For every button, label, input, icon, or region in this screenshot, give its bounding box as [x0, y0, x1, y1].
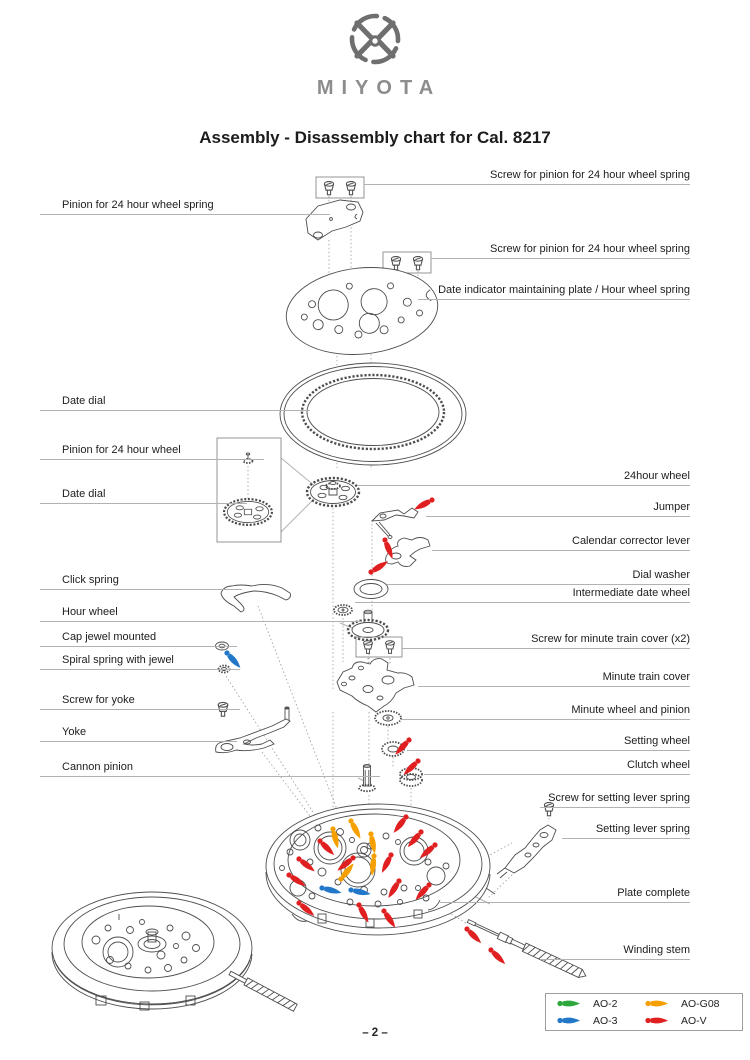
- oil-arrow-ao-v: [402, 757, 422, 777]
- part-calendar-corrector-lever: [386, 538, 430, 567]
- part-screw-setting-lever-spring: [544, 803, 553, 816]
- part-24hour-wheel: [307, 478, 359, 506]
- part-label: Screw for pinion for 24 hour wheel spring: [431, 243, 690, 259]
- part-label: Click spring: [40, 574, 242, 590]
- part-label: Plate complete: [440, 887, 690, 903]
- oil-arrow-ao-v: [487, 946, 507, 966]
- oil-arrow-ao-v: [413, 496, 436, 512]
- legend-label: AO-V: [681, 1014, 707, 1027]
- oil-legend: [545, 993, 743, 1031]
- part-label: Screw for yoke: [40, 694, 240, 710]
- legend-label: AO-3: [593, 1014, 618, 1027]
- part-label: Screw for pinion for 24 hour wheel spring: [364, 169, 690, 185]
- part-jumper: [372, 508, 418, 539]
- part-label: Minute wheel and pinion: [402, 704, 690, 720]
- part-cannon-pinion: [359, 764, 375, 791]
- legend-item-ao-v: [644, 1015, 732, 1027]
- part-label: Screw for setting lever spring: [540, 792, 690, 808]
- oil-arrow-icon: [556, 1015, 586, 1026]
- part-date-dial-ring: [280, 363, 466, 465]
- part-label: Intermediate date wheel: [355, 587, 690, 603]
- part-label: Jumper: [426, 501, 690, 517]
- page-title: Assembly - Disassembly chart for Cal. 8217: [199, 128, 551, 147]
- legend-label: AO-G08: [681, 997, 720, 1010]
- legend-item-ao-2: [556, 998, 644, 1010]
- part-pinion-24h-wheel-spring: [306, 200, 363, 240]
- part-label: Spiral spring with jewel: [40, 654, 240, 670]
- part-winding-stem: [466, 917, 588, 980]
- part-setting-lever-spring: [497, 825, 556, 878]
- part-plate-complete: [266, 804, 495, 935]
- part-assembled-movement: [52, 892, 297, 1011]
- part-label: Setting lever spring: [562, 823, 690, 839]
- oil-arrow-ao-3: [223, 649, 242, 670]
- part-screws-pinion-spring-1: [316, 177, 364, 198]
- part-pinion-24h-wheel: [244, 453, 253, 463]
- part-label: Date dial: [40, 395, 310, 411]
- oil-arrow-icon: [556, 998, 586, 1009]
- part-label: Winding stem: [540, 944, 690, 960]
- part-label: Date dial: [40, 488, 247, 504]
- part-minute-wheel-pinion: [375, 711, 401, 725]
- part-label: Yoke: [40, 726, 237, 742]
- part-hour-wheel: [348, 610, 388, 640]
- oil-arrow-icon: [644, 998, 674, 1009]
- part-cap-jewel: [216, 642, 229, 650]
- part-spiral-spring-jewel: [219, 666, 230, 673]
- page-number: – 2 –: [362, 1027, 388, 1039]
- part-label: Pinion for 24 hour wheel: [40, 444, 264, 460]
- part-click-spring: [221, 584, 291, 612]
- brand-name: MIYOTA: [316, 77, 442, 99]
- legend-item-ao-g08: [644, 998, 732, 1010]
- part-label: Cap jewel mounted: [40, 631, 237, 647]
- part-intermediate-date-wheel: [334, 605, 352, 615]
- part-label: Date indicator maintaining plate / Hour wheel spring: [418, 284, 690, 300]
- part-yoke: [216, 707, 290, 753]
- part-screw-yoke: [218, 702, 228, 716]
- part-label: Minute train cover: [418, 671, 690, 687]
- part-minute-train-cover: [337, 659, 414, 712]
- oil-arrow-icon: [644, 1015, 674, 1026]
- part-label: Screw for minute train cover (x2): [402, 633, 690, 649]
- part-label: 24hour wheel: [358, 470, 690, 486]
- part-label: Pinion for 24 hour wheel spring: [40, 199, 330, 215]
- part-label: Clutch wheel: [424, 759, 690, 775]
- legend-item-ao-3: [556, 1015, 644, 1027]
- legend-label: AO-2: [593, 997, 618, 1010]
- part-label: Hour wheel: [40, 606, 362, 622]
- part-label: Dial washer: [387, 569, 690, 585]
- part-label: Calendar corrector lever: [432, 535, 690, 551]
- part-dial-washer: [354, 580, 388, 599]
- inset-box-pinion-date-dial: [217, 438, 281, 542]
- part-label: Cannon pinion: [40, 761, 380, 777]
- part-label: Setting wheel: [407, 735, 690, 751]
- part-date-dial-gear: [224, 499, 272, 525]
